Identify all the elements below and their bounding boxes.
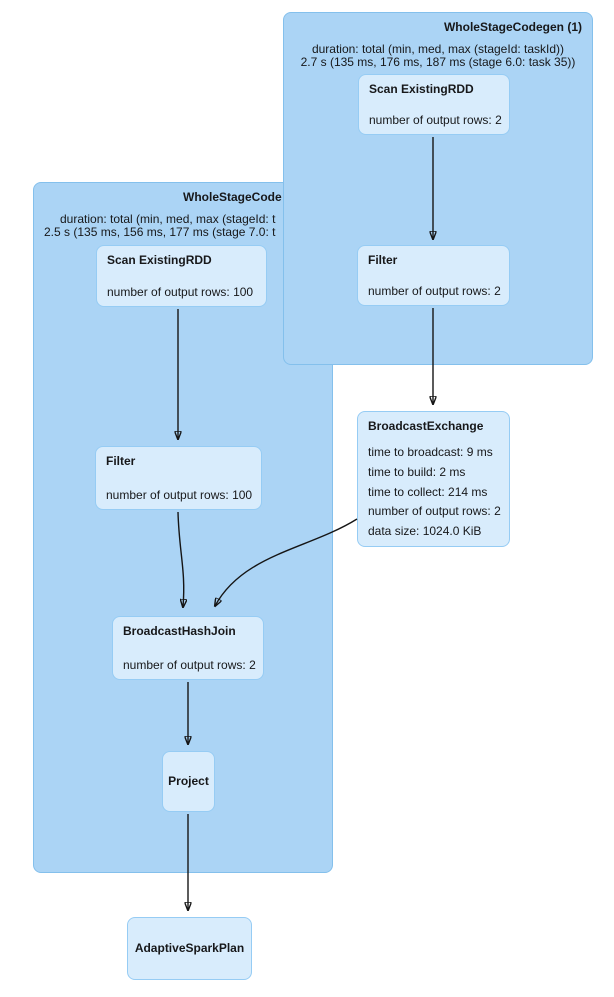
metric-output-rows: number of output rows: 2: [368, 504, 501, 519]
node-filter-1[interactable]: [357, 245, 510, 306]
node-broadcast-hash-join[interactable]: [112, 616, 264, 680]
node-scan-existingrdd-1[interactable]: [358, 74, 510, 135]
metric-time-to-build: time to build: 2 ms: [368, 464, 466, 479]
node-scan-existingrdd-2[interactable]: [96, 245, 267, 307]
node-broadcast-exchange[interactable]: [357, 411, 510, 547]
node-title: BroadcastHashJoin: [123, 624, 236, 638]
node-title: AdaptiveSparkPlan: [134, 941, 245, 955]
node-title: Project: [168, 774, 209, 788]
node-adaptive-spark-plan[interactable]: [127, 917, 252, 980]
metric-data-size: data size: 1024.0 KiB: [368, 524, 482, 539]
cluster-title: WholeStageCode: [183, 190, 282, 204]
node-metric: number of output rows: 2: [369, 113, 502, 127]
node-metric: number of output rows: 100: [106, 488, 253, 502]
cluster-duration-label: duration: total (min, med, max (stageId: t: [60, 212, 276, 226]
node-filter-2[interactable]: [95, 446, 262, 510]
node-title: BroadcastExchange: [368, 419, 484, 433]
metric-time-to-broadcast: time to broadcast: 9 ms: [368, 445, 493, 459]
metric-time-to-collect: time to collect: 214 ms: [368, 484, 488, 499]
node-title: Scan ExistingRDD: [107, 253, 212, 267]
cluster-duration-label: duration: total (min, med, max (stageId: taskId)): [311, 42, 565, 56]
node-metric: number of output rows: 2: [368, 284, 501, 298]
cluster-title: WholeStageCodegen (1): [443, 20, 582, 34]
node-metrics: [368, 443, 499, 542]
cluster-duration-value: 2.7 s (135 ms, 176 ms, 187 ms (stage 6.0: task 35)): [300, 55, 576, 69]
node-title: Scan ExistingRDD: [369, 82, 474, 96]
cluster-wholestagecodegen-1: [283, 12, 593, 365]
node-title: Filter: [368, 253, 398, 267]
node-project[interactable]: [162, 751, 215, 812]
cluster-duration-value: 2.5 s (135 ms, 156 ms, 177 ms (stage 7.0: t: [44, 225, 276, 239]
node-metric: number of output rows: 100: [107, 285, 254, 299]
node-metric: number of output rows: 2: [123, 658, 256, 672]
node-title: Filter: [106, 454, 136, 468]
